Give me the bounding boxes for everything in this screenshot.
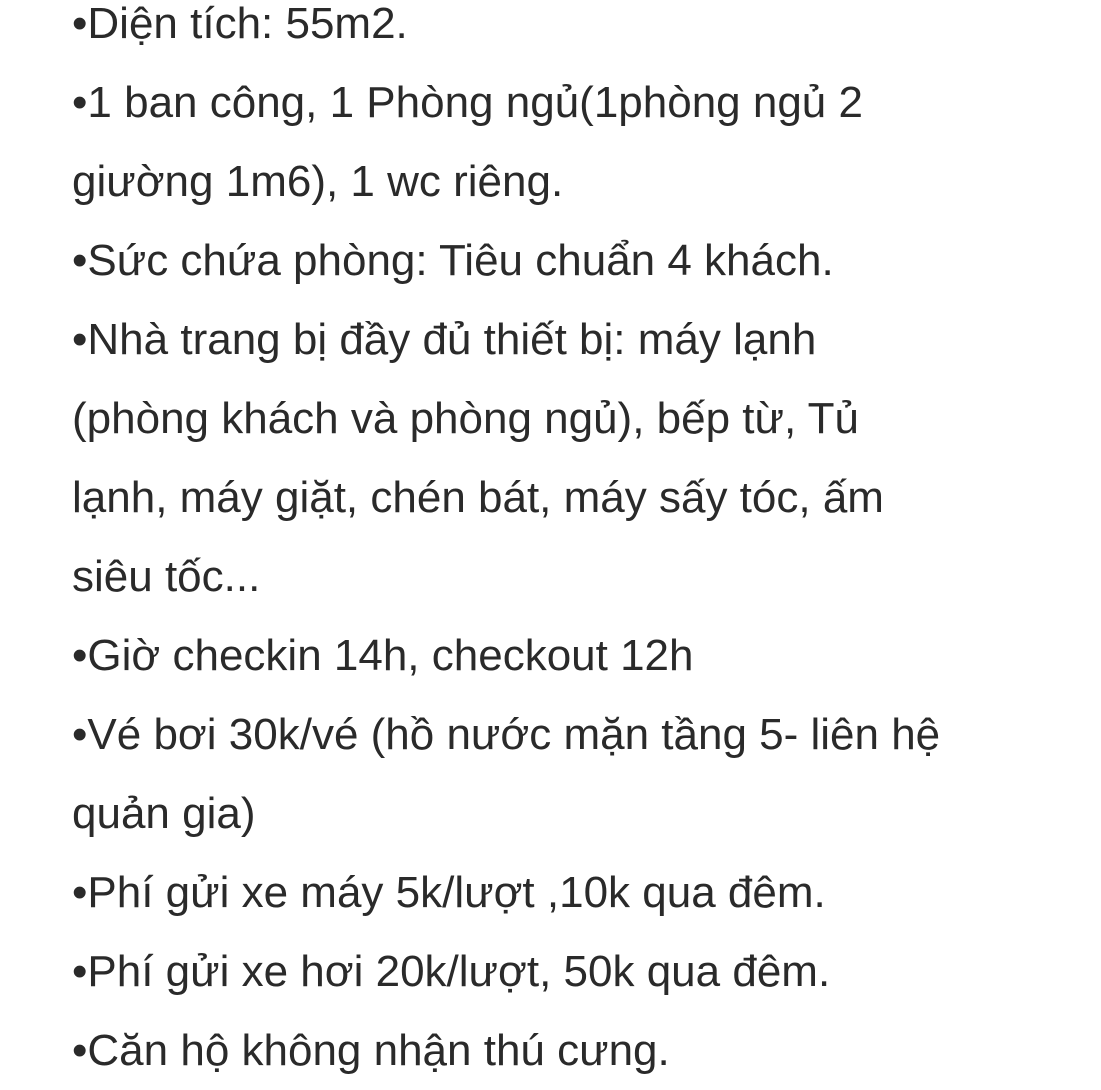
note-line-equipment-cont-1: (phòng khách và phòng ngủ), bếp từ, Tủ — [72, 394, 859, 443]
note-line-capacity: •Sức chứa phòng: Tiêu chuẩn 4 khách. — [72, 236, 834, 285]
note-line-checkin: •Giờ checkin 14h, checkout 12h — [72, 631, 694, 680]
note-line-motorbike-parking: •Phí gửi xe máy 5k/lượt ,10k qua đêm. — [72, 868, 826, 917]
note-line-rooms: •1 ban công, 1 Phòng ngủ(1phòng ngủ 2 — [72, 78, 863, 127]
note-line-pool: •Vé bơi 30k/vé (hồ nước mặn tầng 5- liên hệ — [72, 710, 941, 759]
note-line-equipment-cont-3: siêu tốc... — [72, 552, 261, 601]
note-line-car-parking: •Phí gửi xe hơi 20k/lượt, 50k qua đêm. — [72, 947, 831, 996]
note-line-pets: •Căn hộ không nhận thú cưng. — [72, 1026, 670, 1075]
note-text — [72, 0, 1082, 1090]
note-line-equipment-cont-2: lạnh, máy giặt, chén bát, máy sấy tóc, ấm — [72, 473, 884, 522]
note-line-area: •Diện tích: 55m2. — [72, 0, 408, 48]
note-line-rooms-cont: giường 1m6), 1 wc riêng. — [72, 157, 564, 206]
note-line-equipment: •Nhà trang bị đầy đủ thiết bị: máy lạnh — [72, 315, 817, 364]
note-line-pool-cont: quản gia) — [72, 789, 256, 838]
